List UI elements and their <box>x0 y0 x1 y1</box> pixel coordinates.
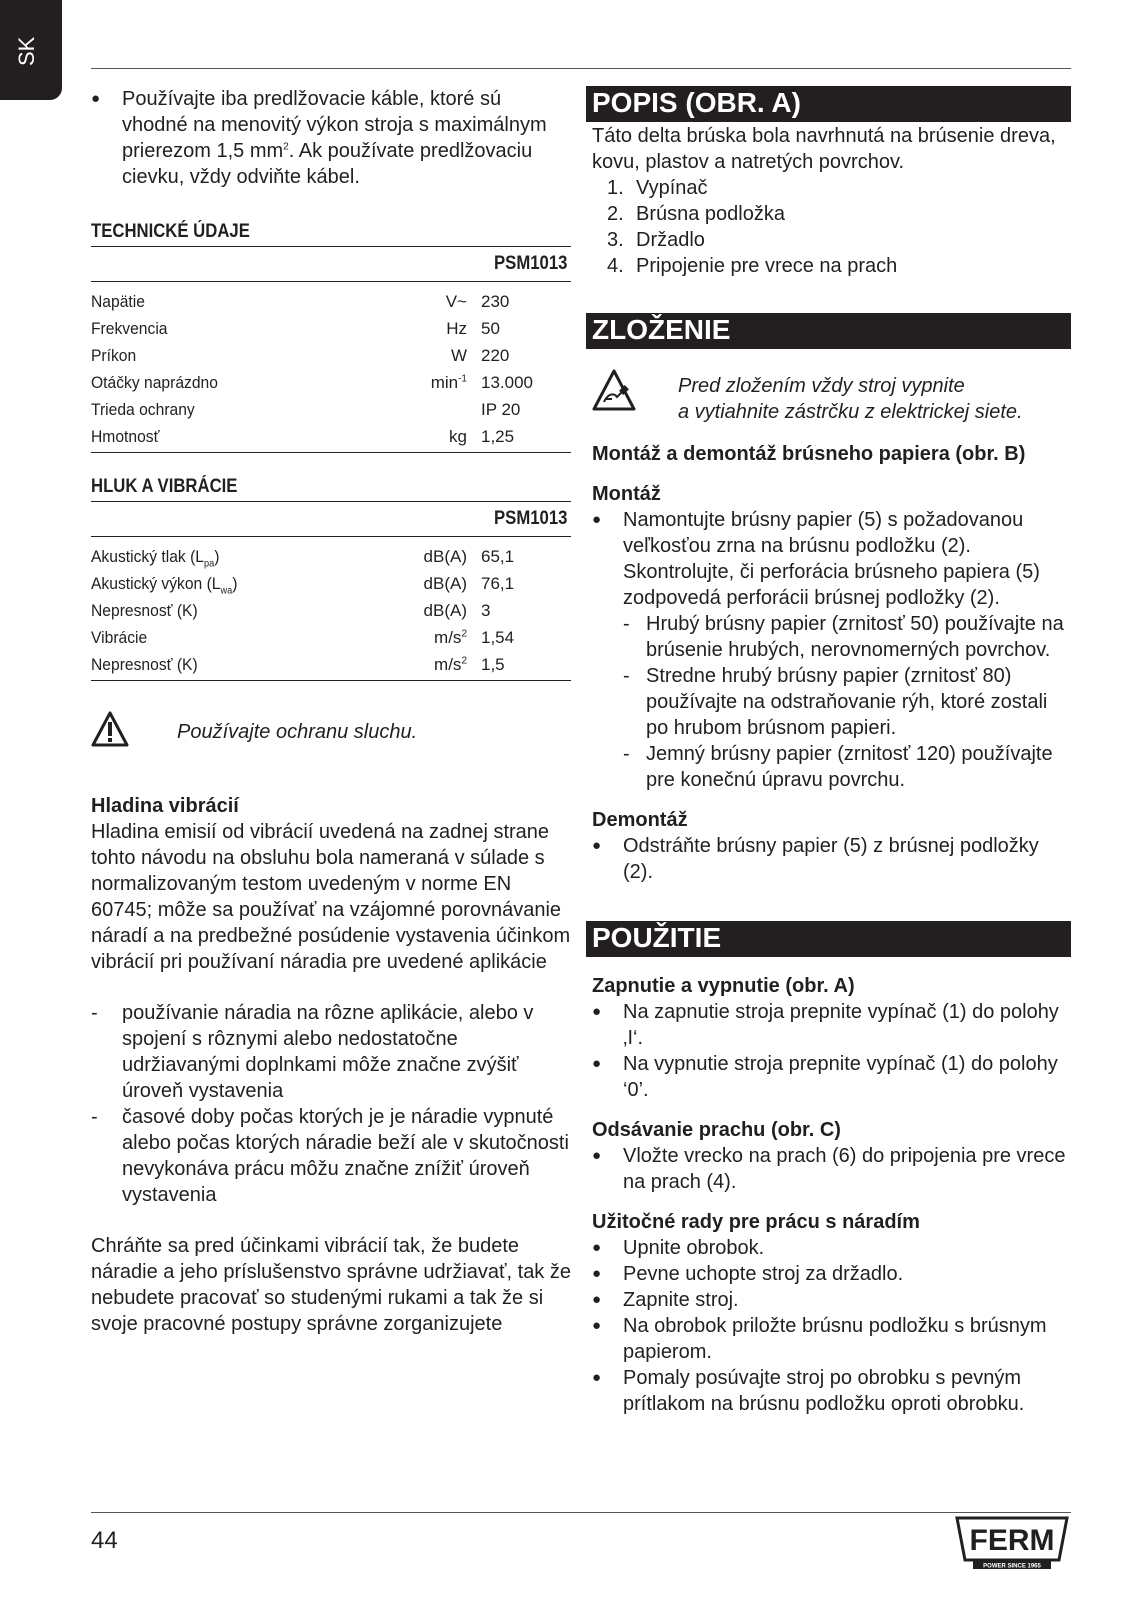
tech-data-unit: V~ <box>445 291 467 311</box>
popis-item-number: 1. <box>607 177 624 199</box>
noise-value: 76,1 <box>481 573 515 593</box>
popis-text: Táto delta brúska bola navrhnutá na brúsenie dreva, kovu, plastov a natretých povrchov. <box>592 125 1056 173</box>
noise-unit: dB(A) <box>423 573 467 593</box>
tech-data-value: 1,25 <box>481 426 515 446</box>
tech-data-table <box>91 282 571 453</box>
demontaz-title: Demontáž <box>592 809 688 831</box>
vibration-closing: Chráňte sa pred účinkami vibrácií tak, že budete náradie a jeho príslušenstvo správne udržiavať, tak že nebudete pracovať so studenými rukami a tak že si svoje pracovné postupy správne zorganizujete <box>91 1235 571 1335</box>
popis-item-text: Vypínač <box>636 177 708 199</box>
tip-bullet: ● Zapnite stroj. <box>592 1287 1071 1313</box>
sandpaper-subtitle: Montáž a demontáž brúsneho papiera (obr. B) <box>592 443 1026 465</box>
popis-item-text: Držadlo <box>636 229 705 251</box>
header-rule <box>91 68 1071 69</box>
right-column <box>586 86 1071 1417</box>
noise-unit: dB(A) <box>423 546 467 566</box>
left-column <box>91 86 571 1337</box>
tip-bullet: ● Upnite obrobok. <box>592 1235 1071 1261</box>
tech-data-unit <box>391 396 481 423</box>
montaz-bullet: ● Namontujte brúsny papier (5) s požadovanou veľkosťou zrna na brúsnu podložku (2). Skontrolujte, či perforácia brúsneho papiera (5) zodpovedá perforácii brúsnej podložky (2). <box>592 507 1071 611</box>
warning-triangle-icon <box>91 711 129 747</box>
footer-rule <box>91 1512 1071 1513</box>
noise-value: 1,54 <box>481 627 515 647</box>
popis-item-text: Pripojenie pre vrece na prach <box>636 255 898 277</box>
popis-list-item <box>592 201 1071 227</box>
tip-bullet: ● Pevne uchopte stroj za držadlo. <box>592 1261 1071 1287</box>
tech-data-unit: $\min^{-1}$ <box>430 372 467 392</box>
ferm-logo-tagline: POWER SINCE 1965 <box>983 1563 1041 1570</box>
dust-title: Odsávanie prachu (obr. C) <box>592 1119 841 1141</box>
popis-item-text: Brúsna podložka <box>636 203 785 225</box>
subscript: wa <box>220 584 233 596</box>
language-tab <box>0 0 62 100</box>
montaz-sub-item: - Stredne hrubý brúsny papier (zrnitosť 80) používajte na odstraňovanie rýh, ktoré zostali po hrubom brúsnom papieri. <box>592 663 1071 741</box>
zlozenie-banner: ZLOŽENIE <box>586 313 1071 349</box>
switch-bullet: ● Na vypnutie stroja prepnite vypínač (1) do polohy ‘0’. <box>592 1051 1071 1103</box>
montaz-sub-item: - Hrubý brúsny papier (zrnitosť 50) používajte na brúsenie hrubých, nerovnomerných povrchov. <box>592 611 1071 663</box>
page-number: 44 <box>91 1527 118 1554</box>
switch-bullet-list <box>592 999 1071 1103</box>
tip-bullet: ● Na obrobok priložte brúsnu podložku s brúsnym papierom. <box>592 1313 1071 1365</box>
tech-data-unit: kg <box>449 426 467 446</box>
noise-unit: $m/s^2$ <box>434 627 467 647</box>
assembly-warning-line1: Pred zložením vždy stroj vypnite <box>678 375 965 397</box>
hearing-warning-text: Používajte ochranu sluchu. <box>177 721 418 743</box>
popis-list-item <box>592 253 1071 279</box>
hearing-warning <box>91 681 571 787</box>
noise-unit: dB(A) <box>423 600 467 620</box>
vibration-text: Hladina emisií od vibrácií uvedená na zadnej strane tohto návodu na obsluhu bola nameraná v súlade s normalizovaným testom uvedeným v norme EN 60745; môže sa používať na vzájomné porovnávanie náradí a na predbežné posúdenie vystavenia účinkom vibrácií pri používaní náradia pre uvedené aplikácie <box>91 821 571 973</box>
tech-data-row <box>91 396 571 423</box>
vibration-dash-item: - používanie náradia na rôzne aplikácie, alebo v spojení s rôznymi alebo nedostatočne udržiavanými doplnkami môže značne zvýšiť úroveň vystavenia <box>91 1000 571 1104</box>
noise-row <box>91 543 571 570</box>
language-tab-label: SK <box>14 36 39 66</box>
tech-data-label: Frekvencia <box>91 318 168 338</box>
noise-label: Akustický výkon $(L_{wa})$ <box>91 573 238 596</box>
noise-title: HLUK A VIBRÁCIE <box>91 476 238 497</box>
tech-data-title: TECHNICKÉ ÚDAJE <box>91 221 250 242</box>
popis-list-item <box>592 227 1071 253</box>
popis-list-item <box>592 175 1071 201</box>
noise-unit: $m/s^2$ <box>434 654 467 674</box>
noise-row <box>91 651 571 678</box>
tech-data-unit: W <box>450 345 467 365</box>
unplug-warning-icon <box>592 369 636 411</box>
noise-label: Nepresnosť (K) <box>91 654 198 674</box>
noise-row <box>91 597 571 624</box>
switch-title: Zapnutie a vypnutie (obr. A) <box>592 975 855 997</box>
montaz-sub-item: - Jemný brúsny papier (zrnitosť 120) používajte pre konečnú úpravu povrchu. <box>592 741 1071 793</box>
tech-data-label: Otáčky naprázdno <box>91 372 218 392</box>
noise-label: Nepresnosť (K) <box>91 600 198 620</box>
superscript: -1 <box>458 372 467 384</box>
tech-data-value: 50 <box>481 318 500 338</box>
vibration-title: Hladina vibrácií <box>91 795 239 817</box>
ferm-logo <box>953 1514 1071 1570</box>
popis-item-number: 2. <box>607 203 624 225</box>
popis-item-number: 3. <box>607 229 624 251</box>
tech-data-row <box>91 288 571 315</box>
tech-data-unit: Hz <box>446 318 467 338</box>
noise-row <box>91 624 571 651</box>
dust-bullet: ● Vložte vrecko na prach (6) do pripojenia pre vrece na prach (4). <box>592 1143 1071 1195</box>
tech-data-label: Napätie <box>91 291 145 311</box>
noise-row <box>91 570 571 597</box>
tech-data-header <box>91 246 571 282</box>
superscript: 2 <box>461 627 467 639</box>
tech-data-value: 13.000 <box>481 372 533 392</box>
tech-data-value: IP 20 <box>481 399 521 419</box>
montaz-title: Montáž <box>592 483 661 505</box>
montaz-sub-list <box>592 611 1071 793</box>
tech-data-row <box>91 369 571 396</box>
noise-header <box>91 501 571 537</box>
tech-data-row <box>91 342 571 369</box>
tech-data-label: Hmotnosť <box>91 426 160 446</box>
ferm-logo-text: FERM <box>969 1524 1055 1557</box>
tech-data-value: 230 <box>481 291 510 311</box>
switch-bullet: ● Na zapnutie stroja prepnite vypínač (1) do polohy ‚I‘. <box>592 999 1071 1051</box>
vibration-dash-item: - časové doby počas ktorých je je náradie vypnuté alebo počas ktorých náradie beží ale v skutočnosti nevykonáva prácu môžu značne znížiť úroveň vystavenia <box>91 1104 571 1208</box>
popis-item-number: 4. <box>607 255 624 277</box>
assembly-warning-line2: a vytiahnite zástrčku z elektrickej siete. <box>678 401 1023 423</box>
tips-bullet-list <box>592 1235 1071 1417</box>
tech-data-model: PSM1013 <box>493 253 567 274</box>
pouzitie-banner: POUŽITIE <box>586 921 1071 957</box>
noise-value: 3 <box>481 600 491 620</box>
assembly-warning <box>592 349 1071 431</box>
subscript: pa <box>203 557 215 569</box>
tech-data-value: 220 <box>481 345 510 365</box>
tech-data-label: Príkon <box>91 345 137 365</box>
vibration-dash-list <box>91 1000 571 1208</box>
tips-title: Užitočné rady pre prácu s náradím <box>592 1211 920 1233</box>
noise-model: PSM1013 <box>493 508 567 529</box>
popis-banner: POPIS (OBR. A) <box>586 86 1071 122</box>
noise-label: Akustický tlak $(L_{pa})$ <box>91 546 220 569</box>
tech-data-row <box>91 423 571 450</box>
superscript: 2 <box>461 654 467 666</box>
noise-value: 1,5 <box>481 654 505 674</box>
tech-data-row <box>91 315 571 342</box>
noise-label: Vibrácie <box>91 627 148 647</box>
superscript: 2 <box>283 141 289 153</box>
tip-bullet: ● Pomaly posúvajte stroj po obrobku s pevným prítlakom na brúsnu podložku oproti obrobku. <box>592 1365 1071 1417</box>
popis-list <box>592 175 1071 279</box>
demontaz-bullet: ● Odstráňte brúsny papier (5) z brúsnej podložky (2). <box>592 833 1071 885</box>
noise-table <box>91 537 571 681</box>
noise-value: 65,1 <box>481 546 515 566</box>
intro-bullet: ● Používajte iba predlžovacie káble, ktoré sú vhodné na menovitý výkon stroja s maximálnym prierezom 1,5 $mm^2$. Ak používate predlžovaciu cievku, vždy odviňte kábel. <box>91 86 571 190</box>
tech-data-label: Trieda ochrany <box>91 399 195 419</box>
